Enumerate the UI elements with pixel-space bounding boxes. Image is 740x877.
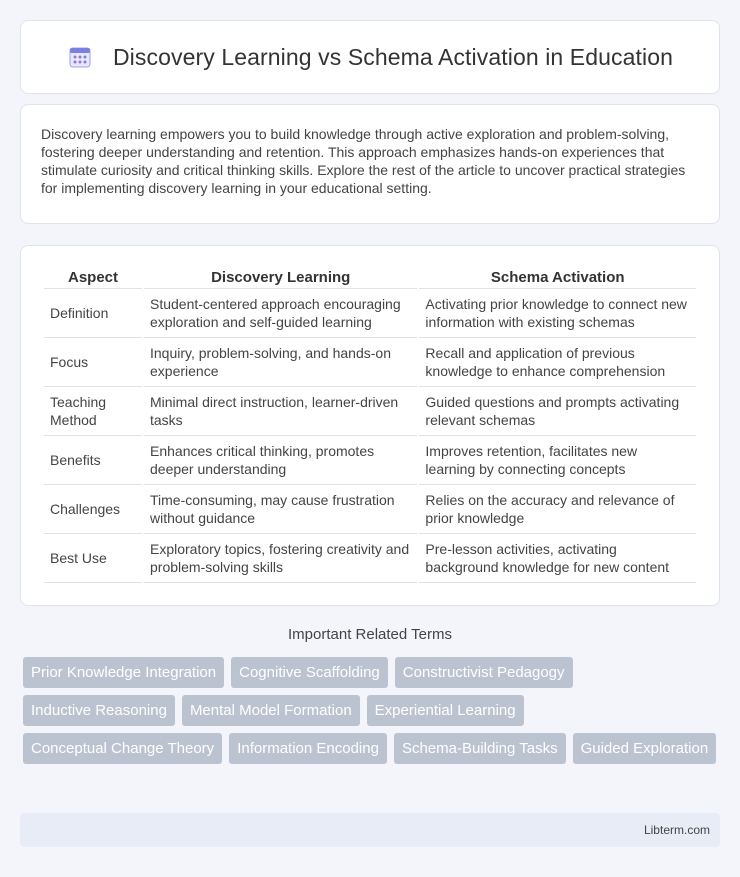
- row-discovery: Time-consuming, may cause frustration without guidance: [144, 485, 417, 534]
- row-discovery: Exploratory topics, fostering creativity and problem-solving skills: [144, 534, 417, 583]
- calendar-grid-icon: [67, 44, 93, 70]
- page-title: Discovery Learning vs Schema Activation in Education: [112, 43, 674, 70]
- related-term-tag[interactable]: Schema-Building Tasks: [394, 733, 566, 764]
- row-schema: Recall and application of previous knowledge to enhance comprehension: [419, 338, 696, 387]
- page-footer: [20, 813, 720, 847]
- related-terms-title: Important Related Terms: [288, 626, 452, 643]
- row-schema: Pre-lesson activities, activating background knowledge for new content: [419, 534, 696, 583]
- related-term-tag[interactable]: Prior Knowledge Integration: [23, 657, 224, 688]
- page-header: [20, 20, 720, 94]
- related-term-tag[interactable]: Cognitive Scaffolding: [231, 657, 388, 688]
- intro-text: Discovery learning empowers you to build knowledge through active exploration and problem-solving, fostering deeper understanding and retention. This approach emphasizes hands-on experiences that stimulate curiosity and critical thinking skills. Explore the rest of the article to uncover practical strategies for implementing discovery learning in your educational setting.: [41, 126, 686, 196]
- table-row: [44, 387, 696, 436]
- row-aspect: Best Use: [44, 534, 142, 583]
- row-discovery: Minimal direct instruction, learner-driven tasks: [144, 387, 417, 436]
- header-schema-activation: Schema Activation: [419, 265, 696, 289]
- related-terms-list: [23, 657, 723, 764]
- row-discovery: Student-centered approach encouraging exploration and self-guided learning: [144, 289, 417, 338]
- row-discovery: Enhances critical thinking, promotes deeper understanding: [144, 436, 417, 485]
- row-schema: Improves retention, facilitates new learning by connecting concepts: [419, 436, 696, 485]
- related-term-tag[interactable]: Guided Exploration: [573, 733, 717, 764]
- comparison-table-card: [20, 245, 720, 606]
- header-discovery-learning: Discovery Learning: [144, 265, 417, 289]
- row-schema: Activating prior knowledge to connect new information with existing schemas: [419, 289, 696, 338]
- related-term-tag[interactable]: Experiential Learning: [367, 695, 524, 726]
- table-row: [44, 338, 696, 387]
- header-aspect: Aspect: [44, 265, 142, 289]
- table-row: [44, 436, 696, 485]
- related-term-tag[interactable]: Constructivist Pedagogy: [395, 657, 573, 688]
- row-schema: Guided questions and prompts activating relevant schemas: [419, 387, 696, 436]
- row-discovery: Inquiry, problem-solving, and hands-on experience: [144, 338, 417, 387]
- row-aspect: Challenges: [44, 485, 142, 534]
- row-aspect: Definition: [44, 289, 142, 338]
- comparison-table: [42, 265, 698, 583]
- footer-brand-link[interactable]: Libterm.com: [643, 823, 710, 837]
- table-row: [44, 289, 696, 338]
- table-row: [44, 485, 696, 534]
- table-header-row: [44, 265, 696, 289]
- row-aspect: Benefits: [44, 436, 142, 485]
- row-schema: Relies on the accuracy and relevance of prior knowledge: [419, 485, 696, 534]
- related-term-tag[interactable]: Inductive Reasoning: [23, 695, 175, 726]
- related-term-tag[interactable]: Mental Model Formation: [182, 695, 360, 726]
- related-term-tag[interactable]: Conceptual Change Theory: [23, 733, 222, 764]
- row-aspect: Teaching Method: [44, 387, 142, 436]
- row-aspect: Focus: [44, 338, 142, 387]
- table-row: [44, 534, 696, 583]
- related-term-tag[interactable]: Information Encoding: [229, 733, 387, 764]
- intro-section: [20, 104, 720, 224]
